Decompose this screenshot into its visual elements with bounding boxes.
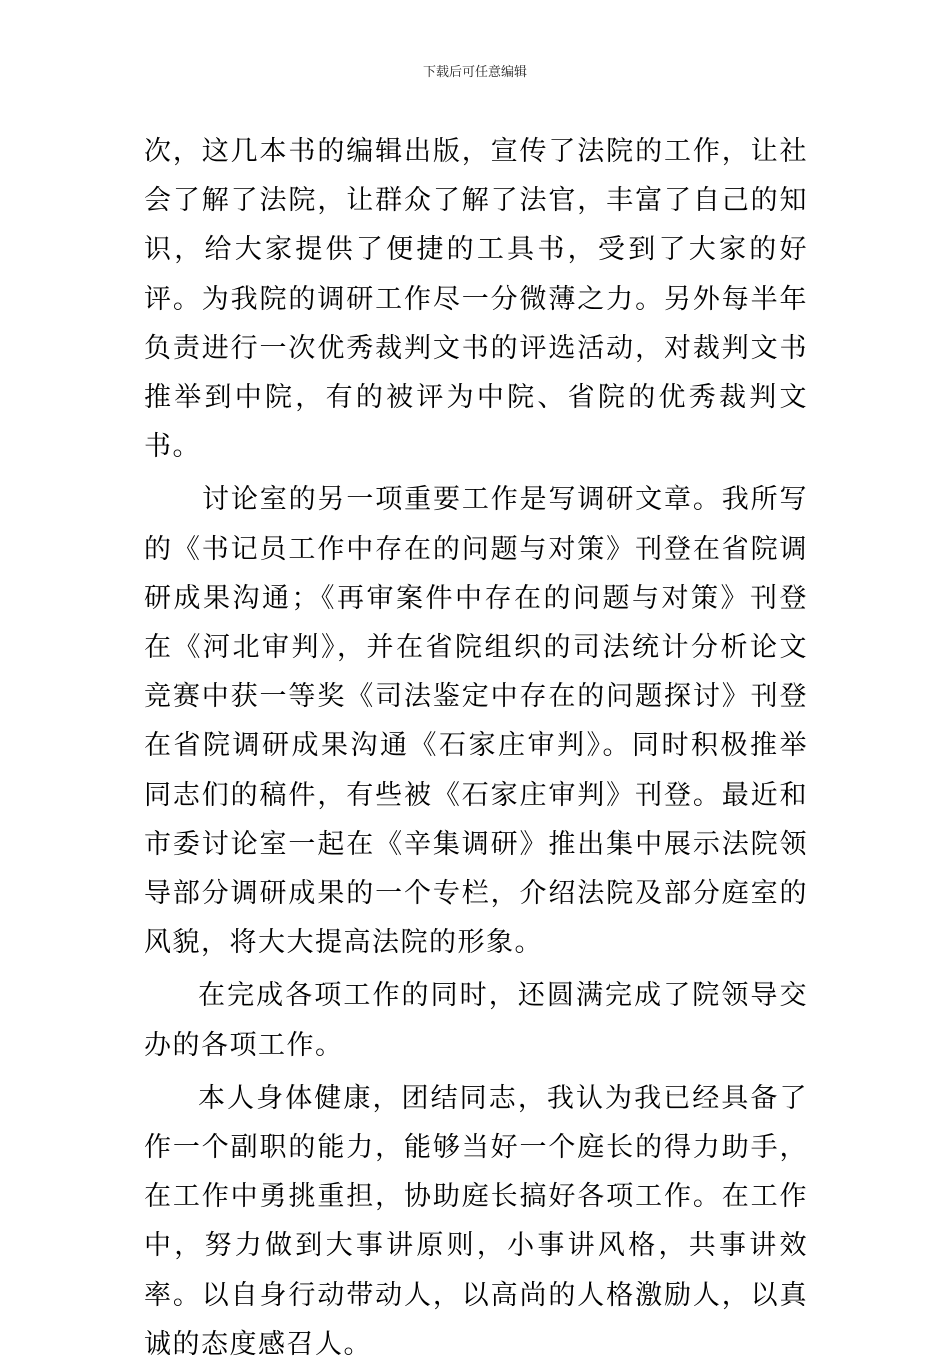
paragraph-1: 次，这几本书的编辑出版，宣传了法院的工作，让社会了解了法院，让群众了解了法官，丰富了自己的知识，给大家提供了便捷的工具书，受到了大家的好评。为我院的调研工作尽一分微薄之力。另外每半年负责进行一次优秀裁判文书的评选活动，对裁判文书推举到中院，有的被评为中院、省院的优秀裁判文书。 <box>144 136 808 463</box>
paragraph-2: 讨论室的另一项重要工作是写调研文章。我所写的《书记员工作中存在的问题与对策》刊登在省院调研成果沟通；《再审案件中存在的问题与对策》刊登在《河北审判》，并在省院组织的司法统计分析论文竞赛中获一等奖《司法鉴定中存在的问题探讨》刊登在省院调研成果沟通《石家庄审判》。同时积极推举同志们的稿件，有些被《石家庄审判》刊登。最近和市委讨论室一起在《辛集调研》推出集中展示法院领导部分调研成果的一个专栏，介绍法院及部分庭室的风貌，将大大提高法院的形象。 <box>144 484 808 959</box>
paragraph-3: 在完成各项工作的同时，还圆满完成了院领导交办的各项工作。 <box>144 980 808 1061</box>
document-body <box>144 127 808 1369</box>
page-header: 下载后可任意编辑 <box>422 65 527 80</box>
paragraph-4: 本人身体健康，团结同志，我认为我已经具备了作一个副职的能力，能够当好一个庭长的得力助手，在工作中勇挑重担，协助庭长搞好各项工作。在工作中，努力做到大事讲原则，小事讲风格，共事讲效率。以自身行动带动人，以高尚的人格激励人，以真诚的态度感召人。 <box>144 1082 808 1360</box>
